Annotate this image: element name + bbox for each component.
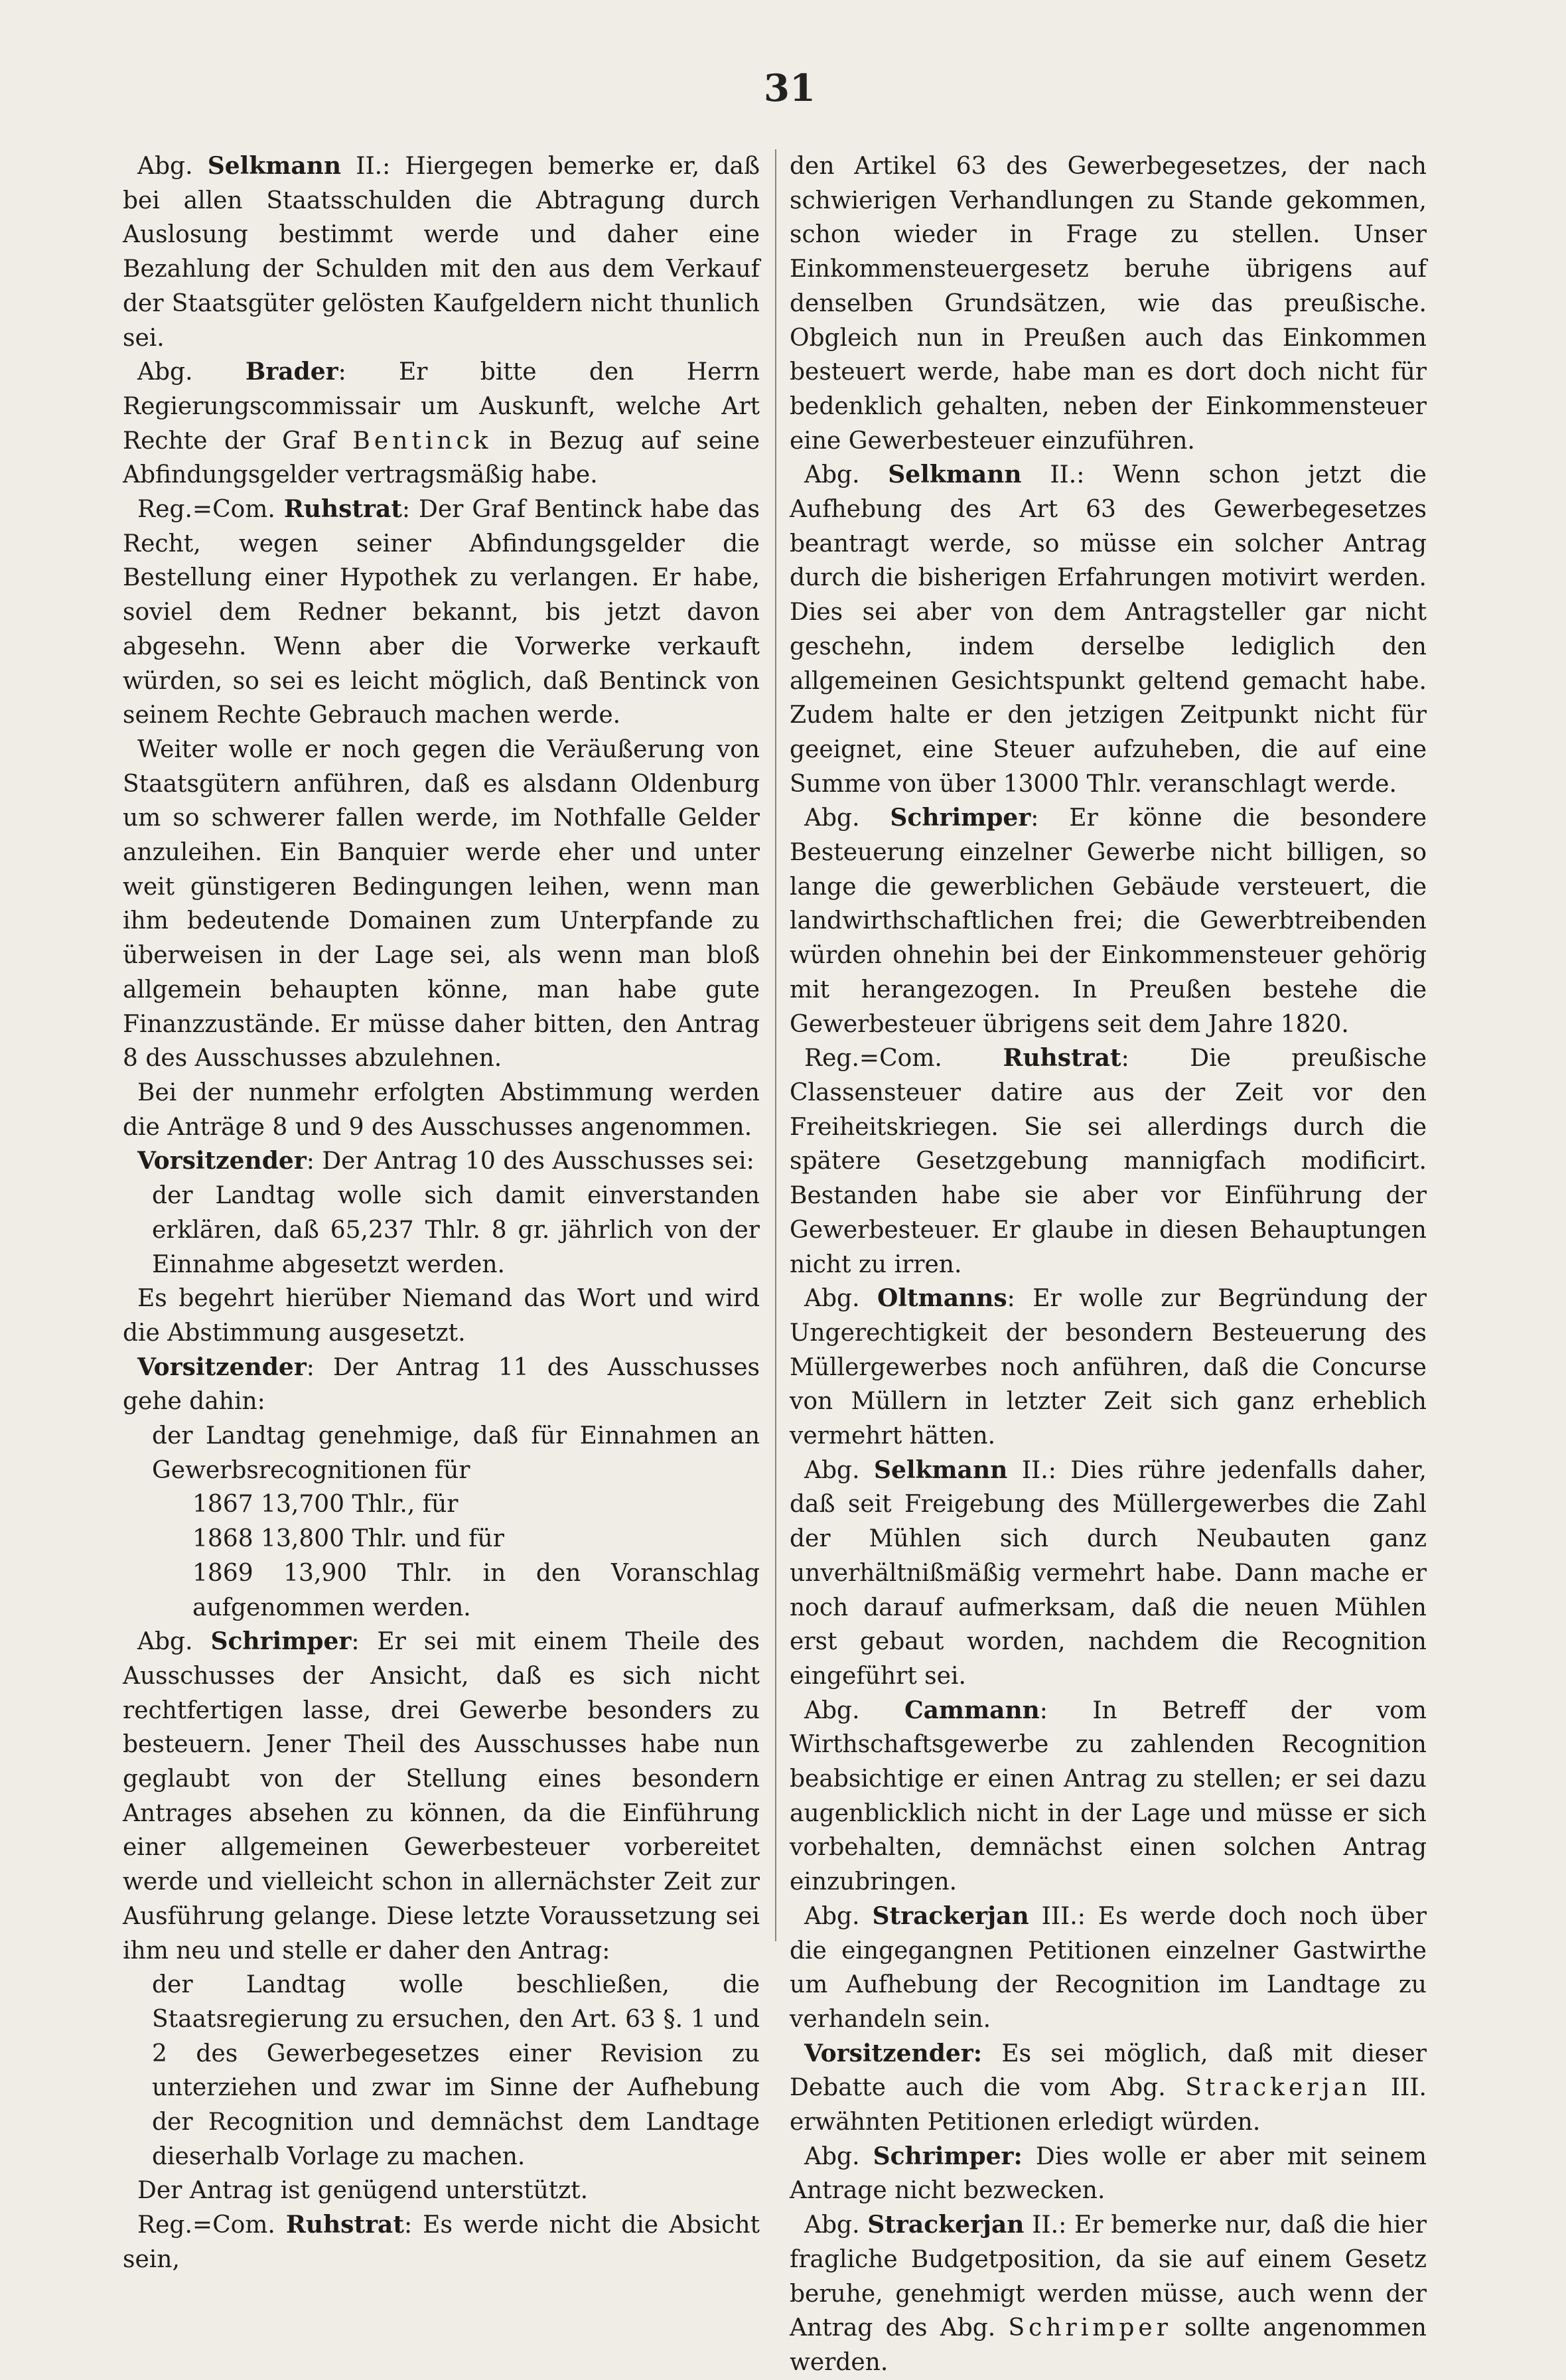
text-run: den Artikel 63 des Gewerbegesetzes, der nach schwierigen Verhandlungen zu Stande gekommen, schon wieder in Frage zu stellen. Unser Einkommensteuergesetz beruhe übrigens auf denselben Grundsätzen, wie das preußische. Obgleich nun in Preußen auch das Einkommen besteuert werde, habe man es dort doch nicht für bedenklich gehalten, neben der Einkommensteuer eine Gewerbesteuer einzuführen. [790, 153, 1427, 455]
text-run: : Er könne die besondere Besteuerung einzelner Gewerbe nicht billigen, so lange die gewerblichen Gebäude versteuert, die landwirthschaftlichen frei; die Gewerbtreibenden würden ohnehin bei der Einkommensteuer gehörig mit herangezogen. In Preußen bestehe die Gewerbesteuer übrigens seit dem Jahre 1820. [790, 804, 1427, 1038]
text-run: Reg.=Com. [137, 2211, 286, 2239]
text-run: Bei der nunmehr erfolgten Abstimmung werden die Anträge 8 und 9 des Ausschusses angenommen. [123, 1078, 760, 1141]
speaker-name: Ruhstrat [285, 2211, 404, 2239]
spaced-name: Bentinck [352, 427, 492, 455]
paragraph [790, 2037, 1427, 2140]
text-run: Abg. [804, 1902, 873, 1930]
paragraph [123, 2208, 760, 2276]
text-run: Es begehrt hierüber Niemand das Wort und wird die Abstimmung ausgesetzt. [123, 1285, 760, 1347]
paragraph [123, 1076, 760, 1144]
text-run: II.: Dies rühre jedenfalls daher, daß seit Freigebung des Müllergewerbes die Zahl der Mühlen sich durch Neubauten ganz unverhältnißmäßig vermehrt habe. Dann mache er noch darauf aufmerksam, daß die neuen Mühlen erst gebaut worden, nachdem die Recognition eingeführt sei. [790, 1456, 1427, 1690]
text-run: Abg. [137, 153, 208, 180]
text-run: Weiter wolle er noch gegen die Veräußerung von Staatsgütern anführen, daß es alsdann Oldenburg um so schwerer fallen werde, im Nothfalle Gelder anzuleihen. Ein Banquier werde eher und unter weit günstigeren Bedingungen leihen, wenn man ihm bedeutende Domainen zum Unterpfande zu überweisen in der Lage sei, als wenn man bloß allgemein behaupten könne, man habe gute Finanzzustände. Er müsse daher bitten, den Antrag 8 des Ausschusses abzulehnen. [123, 735, 760, 1073]
paragraph [123, 1625, 760, 1968]
text-run: : Der Antrag 10 des Ausschusses sei: [306, 1148, 754, 1175]
paragraph [123, 1351, 760, 1419]
speaker-name: Schrimper: [873, 2142, 1023, 2170]
text-run: Abg. [804, 804, 890, 832]
text-run: Abg. [804, 1285, 877, 1313]
paragraph [192, 1522, 760, 1556]
text-run: II.: Er bemerke nur, daß die hier fragliche Budgetposition, da sie auf einem Gesetz beruhe, genehmigt werden müsse, auch wenn der Antrag des Abg. [790, 2211, 1427, 2342]
paragraph [123, 149, 760, 355]
paragraph [123, 1282, 760, 1350]
paragraph [123, 733, 760, 1076]
paragraph [790, 2140, 1427, 2208]
paragraph [790, 458, 1427, 801]
paragraph [790, 1694, 1427, 1899]
speaker-name: Ruhstrat [1003, 1044, 1121, 1073]
paragraph [790, 149, 1427, 458]
paragraph [790, 801, 1427, 1041]
text-run: 1869 13,900 Thlr. in den Voranschlag aufgenommen werden. [192, 1559, 760, 1621]
speaker-name: Selkmann [207, 152, 342, 180]
speaker-name: Strackerjan [867, 2211, 1025, 2239]
speaker-name: Selkmann [888, 461, 1022, 489]
spaced-name: Schrimper [1008, 2314, 1172, 2342]
paragraph [123, 355, 760, 492]
text-run: der Landtag wolle beschließen, die Staatsregierung zu ersuchen, den Art. 63 §. 1 und 2 des Gewerbegesetzes einer Revision zu unterziehen und zwar im Sinne der Aufhebung der Recognition und demnächst dem Landtage dieserhalb Vorlage zu machen. [152, 1971, 760, 2170]
text-run: der Landtag genehmige, daß für Einnahmen an Gewerbsrecognitionen für [152, 1422, 760, 1484]
paragraph [123, 1144, 760, 1179]
paragraph [152, 1179, 760, 1282]
text-run: III. erwähnten Petitionen erledigt würden. [790, 2074, 1427, 2136]
text-run: Abg. [804, 461, 889, 489]
text-run: : Er wolle zur Begründung der Ungerechtigkeit der besondern Besteuerung des Müllergewerbes noch anführen, daß die Concurse von Müllern in letzter Zeit sich ganz erheblich vermehrt hätten. [790, 1285, 1427, 1450]
text-run: in Bezug auf seine Abfindungsgelder vertragsmäßig habe. [123, 427, 760, 489]
paragraph [790, 1041, 1427, 1282]
speaker-name: Cammann [904, 1696, 1040, 1724]
text-run: II.: Wenn schon jetzt die Aufhebung des Art 63 des Gewerbegesetzes beantragt werde, so müsse ein solcher Antrag durch die bisherigen Erfahrungen motivirt werden. Dies sei aber von dem Antragsteller gar nicht geschehn, indem derselbe lediglich den allgemeinen Gesichtspunkt geltend gemacht habe. Zudem halte er den jetzigen Zeitpunkt nicht für geeignet, eine Steuer aufzuheben, die auf eine Summe von über 13000 Thlr. veranschlagt werde. [790, 461, 1427, 798]
speaker-name: Schrimper [890, 804, 1031, 832]
spaced-name: Strackerjan [1185, 2074, 1372, 2102]
text-run: 1867 13,700 Thlr., für [192, 1491, 459, 1519]
text-run: : Der Graf Bentinck habe das Recht, wegen seiner Abfindungsgelder die Bestellung einer Hypothek zu verlangen. Er habe, soviel dem Redner bekannt, bis jetzt davon abgesehn. Wenn aber die Vorwerke verkauft würden, so sei es leicht möglich, daß Bentinck von seinem Rechte Gebrauch machen werde. [123, 496, 760, 729]
paragraph [790, 2208, 1427, 2380]
text-run: II.: Hiergegen bemerke er, daß bei allen Staatsschulden die Abtragung durch Auslosung bestimmt werde und daher eine Bezahlung der Schulden mit den aus dem Verkauf der Staatsgüter gelösten Kaufgeldern nicht thunlich sei. [123, 153, 760, 352]
column-divider [775, 149, 776, 1941]
right-column [790, 149, 1427, 2380]
text-run: Abg. [804, 2211, 868, 2239]
speaker-name: Schrimper [210, 1627, 352, 1656]
text-run: Reg.=Com. [804, 1045, 1003, 1073]
text-run: 1868 13,800 Thlr. und für [192, 1525, 504, 1553]
speaker-name: Strackerjan [872, 1901, 1029, 1930]
speaker-name: Ruhstrat [283, 495, 402, 524]
text-run: Abg. [137, 358, 246, 386]
paragraph [192, 1556, 760, 1625]
text-run: der Landtag wolle sich damit einverstanden erklären, daß 65,237 Thlr. 8 gr. jährlich von der Einnahme abgesetzt werden. [152, 1182, 760, 1278]
paragraph [790, 1282, 1427, 1453]
speaker-name: Brader [245, 358, 338, 386]
text-run: Der Antrag ist genügend unterstützt. [137, 2177, 589, 2205]
paragraph [192, 1487, 760, 1522]
speaker-name: Vorsitzender: [804, 2039, 983, 2067]
text-run: Abg. [804, 1696, 904, 1724]
paragraph [123, 2174, 760, 2208]
text-run: Reg.=Com. [137, 496, 284, 524]
speaker-name: Vorsitzender [137, 1147, 307, 1175]
speaker-name: Oltmanns [877, 1284, 1007, 1313]
left-column [123, 149, 760, 2277]
text-run: sollte angenommen werden. [790, 2314, 1427, 2376]
text-run: Abg. [804, 2142, 873, 2170]
text-run: Abg. [137, 1628, 211, 1656]
paragraph [790, 1453, 1427, 1694]
paragraph [790, 1899, 1427, 2037]
speaker-name: Selkmann [874, 1455, 1008, 1484]
text-run: : Es werde nicht die Absicht sein, [123, 2211, 760, 2273]
text-run: III.: Es werde doch noch über die eingegangnen Petitionen einzelner Gastwirthe um Aufhebung der Recognition im Landtage zu verhandeln sein. [790, 1902, 1427, 2033]
page-number: 31 [764, 66, 816, 110]
speaker-name: Vorsitzender [137, 1353, 307, 1381]
paragraph [123, 492, 760, 733]
text-run: : Der Antrag 11 des Ausschusses gehe dahin: [123, 1353, 760, 1416]
text-run: : In Betreff der vom Wirthschaftsgewerbe zu zahlenden Recognition beabsichtige er einen Antrag zu stellen; er sei dazu augenblicklich nicht in der Lage und müsse er sich vorbehalten, demnächst einen solchen Antrag einzubringen. [790, 1696, 1427, 1896]
text-run: Es sei möglich, daß mit dieser Debatte auch die vom Abg. [790, 2040, 1427, 2102]
text-run: : Er sei mit einem Theile des Ausschusses der Ansicht, daß es sich nicht rechtfertigen lasse, drei Gewerbe besonders zu besteuern. Jener Theil des Ausschusses habe nun geglaubt von der Stellung eines besondern Antrages absehen zu können, da die Einführung einer allgemeinen Gewerbesteuer vorbereitet werde und vielleicht schon in allernächster Zeit zur Ausführung gelange. Diese letzte Voraussetzung sei ihm neu und stelle er daher den Antrag: [123, 1628, 760, 1965]
paragraph [152, 1419, 760, 1487]
paragraph [152, 1968, 760, 2174]
text-run: Abg. [804, 1456, 875, 1484]
text-run: : Er bitte den Herrn Regierungscommissair um Auskunft, welche Art Rechte der Graf [123, 358, 760, 455]
text-run: Dies wolle er aber mit seinem Antrage nicht bezwecken. [790, 2142, 1427, 2205]
text-run: : Die preußische Classensteuer datire aus der Zeit vor den Freiheitskriegen. Sie sei allerdings durch die spätere Gesetzgebung mannigfach modificirt. Bestanden habe sie aber vor Einführung der Gewerbesteuer. Er glaube in diesen Behauptungen nicht zu irren. [790, 1045, 1427, 1278]
